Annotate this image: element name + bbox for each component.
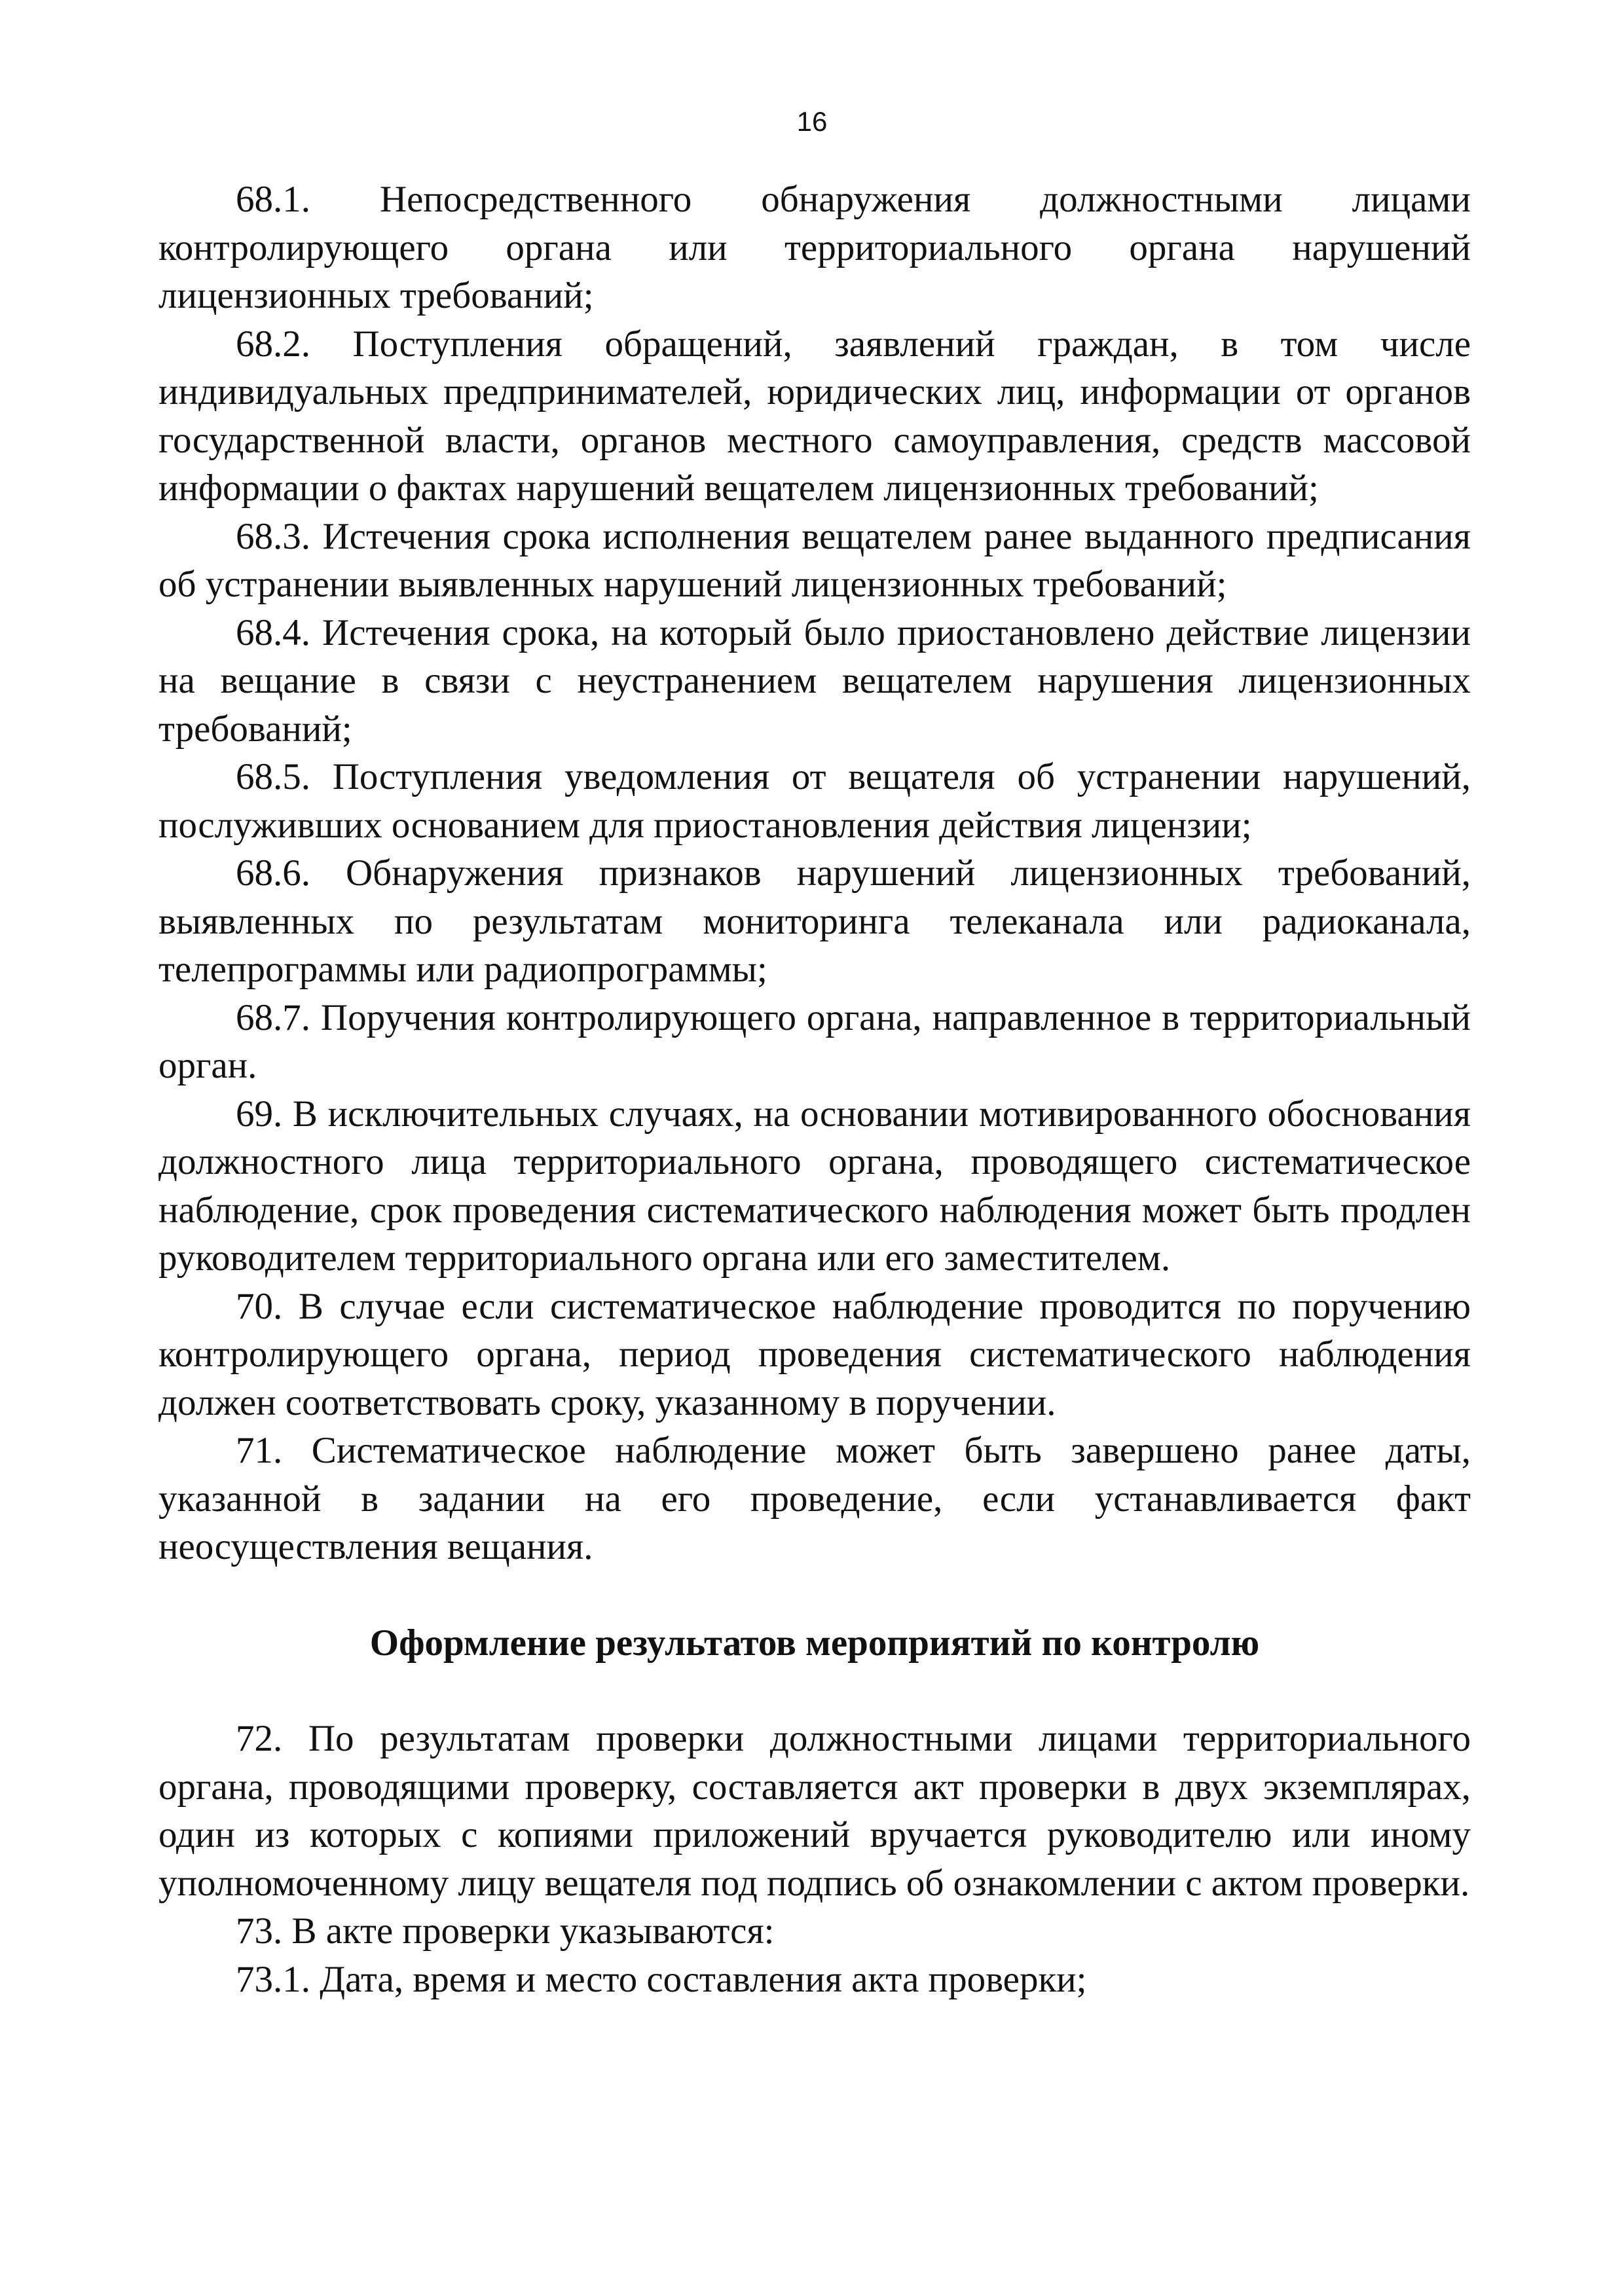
paragraph-73: 73. В акте проверки указываются:	[236, 1910, 775, 1952]
paragraph-69: 69. В исключительных случаях, на основании мотивированного обоснования должностного лица территориального органа, проводящего систематическое наблюдение, срок проведения систематического наблюдения может быть продлен руководителем территориального органа или его заместителем.	[158, 1093, 1471, 1279]
paragraph-68-6: 68.6. Обнаружения признаков нарушений лицензионных требований, выявленных по результатам мониторинга телеканала или радиоканала, телепрограммы или радиопрограммы;	[158, 852, 1471, 990]
paragraph-68-5: 68.5. Поступления уведомления от вещателя об устранении нарушений, послуживших основанием для приостановления действия лицензии;	[158, 756, 1471, 846]
paragraph-68-4: 68.4. Истечения срока, на который было приостановлено действие лицензии на вещание в связи с неустранением вещателем нарушения лицензионных требований;	[158, 611, 1471, 750]
document-body	[158, 175, 1471, 2003]
paragraph-71: 71. Систематическое наблюдение может быть завершено ранее даты, указанной в задании на его проведение, если устанавливается факт неосуществления вещания.	[158, 1430, 1471, 1567]
paragraph-68-1: 68.1. Непосредственного обнаружения должностными лицами контролирующего органа или территориального органа нарушений лицензионных требований;	[158, 179, 1471, 316]
paragraph-73-1: 73.1. Дата, время и место составления акта проверки;	[236, 1958, 1087, 2000]
section-heading: Оформление результатов мероприятий по контролю	[369, 1622, 1260, 1664]
paragraph-68-3: 68.3. Истечения срока исполнения вещателем ранее выданного предписания об устранении выявленных нарушений лицензионных требований;	[158, 515, 1471, 605]
paragraph-70: 70. В случае если систематическое наблюдение проводится по поручению контролирующего органа, период проведения систематического наблюдения должен соответствовать сроку, указанному в поручении.	[158, 1285, 1471, 1423]
paragraph-68-2: 68.2. Поступления обращений, заявлений граждан, в том числе индивидуальных предпринимателей, юридических лиц, информации от органов государственной власти, органов местного самоуправления, средств массовой информации о фактах нарушений вещателем лицензионных требований;	[158, 323, 1471, 509]
paragraph-72: 72. По результатам проверки должностными лицами территориального органа, проводящими проверку, составляется акт проверки в двух экземплярах, один из которых с копиями приложений вручается руководителю или иному уполномоченному лицу вещателя под подпись об ознакомлении с актом проверки.	[158, 1718, 1471, 1904]
paragraph-68-7: 68.7. Поручения контролирующего органа, направленное в территориальный орган.	[158, 996, 1471, 1086]
page-number: 16	[796, 106, 828, 137]
